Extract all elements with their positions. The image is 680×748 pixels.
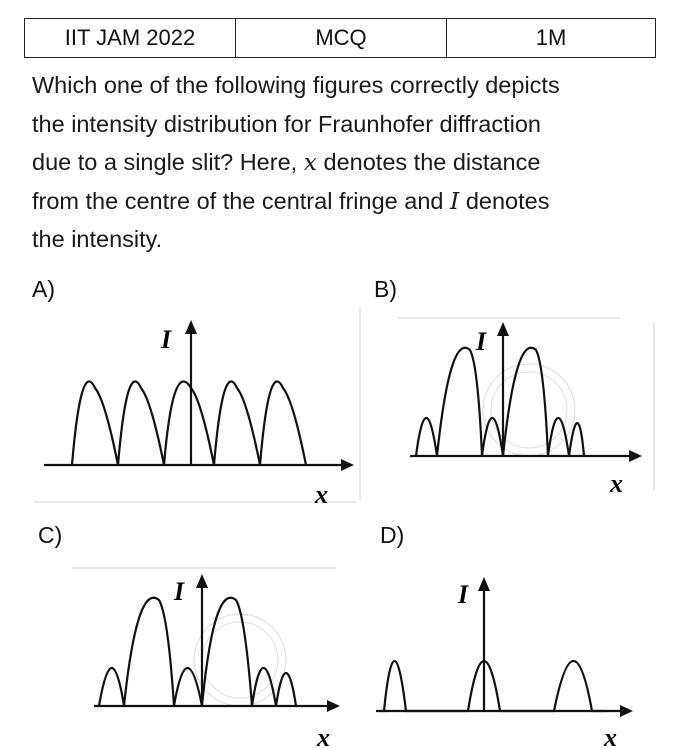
question-text-segment: denotes [459, 187, 550, 214]
question-line [32, 143, 662, 182]
x-axis-label: x [315, 480, 328, 509]
intensity-curve [380, 661, 606, 711]
option-d-label[interactable]: D) [380, 522, 405, 548]
exam-name-cell: IIT JAM 2022 [64, 25, 196, 50]
x-axis-arrowhead [327, 700, 340, 712]
intensity-axis-label: I [458, 580, 469, 609]
x-axis-arrowhead [629, 450, 642, 462]
option-c-figure[interactable] [64, 560, 370, 748]
question-line: the intensity. [32, 226, 163, 252]
watermark-seal-icon [483, 364, 575, 456]
intensity-axis-label: I [161, 325, 172, 354]
intensity-curve [99, 598, 296, 706]
intensity-axis-arrowhead [497, 322, 509, 336]
intensity-axis-arrowhead [185, 320, 197, 334]
x-axis-arrowhead [341, 459, 354, 471]
x-axis-arrowhead [620, 705, 633, 717]
option-b-label[interactable]: B) [374, 276, 397, 302]
intensity-curve [72, 381, 306, 465]
x-axis-label: x [610, 469, 623, 498]
question-type-cell: MCQ [235, 19, 446, 57]
intensity-curve [416, 348, 584, 456]
option-b-figure[interactable] [394, 310, 660, 510]
intensity-axis-label: I [174, 577, 185, 606]
intensity-axis-arrowhead [478, 577, 490, 591]
option-a-label[interactable]: A) [32, 276, 55, 302]
exam-header-table [24, 18, 656, 58]
variable-x: x [303, 148, 317, 176]
variable-i: I [450, 186, 460, 215]
question-line: Which one of the following figures correctly depicts [32, 72, 560, 98]
intensity-axis-arrowhead [196, 574, 208, 588]
marks-cell: 1M [446, 19, 655, 57]
question-text-segment: from the centre of the central fringe and [32, 187, 451, 214]
option-a-figure[interactable] [30, 300, 370, 515]
intensity-axis-label: I [476, 327, 487, 356]
question-text [32, 66, 662, 259]
x-axis-label: x [317, 723, 330, 748]
x-axis-label: x [604, 723, 617, 748]
question-text-segment: due to a single slit? Here, [32, 149, 304, 175]
question-text-segment: denotes the distance [316, 149, 541, 175]
option-c-label[interactable]: C) [38, 522, 63, 548]
option-d-figure[interactable] [370, 565, 670, 748]
question-line: the intensity distribution for Fraunhofer diffraction [32, 110, 542, 137]
question-line [32, 182, 662, 221]
